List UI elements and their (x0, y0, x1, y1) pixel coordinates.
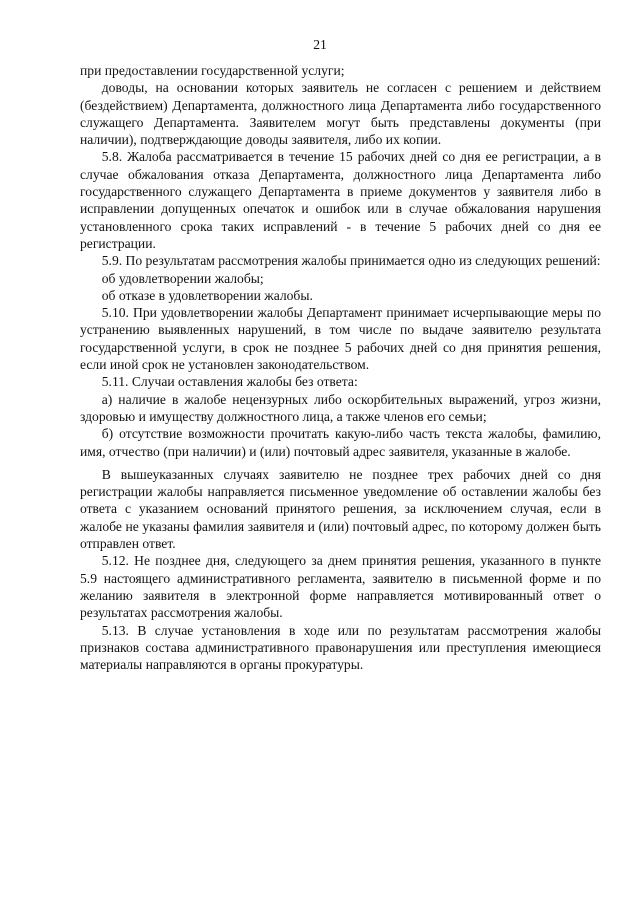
paragraph-5-8: 5.8. Жалоба рассматривается в течение 15 рабочих дней со дня ее регистрации, а в случае обжалования отказа Департамента, должностного лица Департамента либо государственного служащего Департамента в приеме документов у заявителя либо в исправлении допущенных опечаток и ошибок или в случае обжалования нарушения установленного срока таких исправлений - в течение 5 рабочих дней со дня ее регистрации. (80, 149, 601, 251)
paragraph-continuation: при предоставлении государственной услуги; (80, 63, 345, 78)
paragraph-5-11-b: б) отсутствие возможности прочитать какую-либо часть текста жалобы, фамилию, имя, отчество (при наличии) и (или) почтовый адрес заявителя, указанные в жалобе. (80, 426, 601, 459)
paragraph-5-11-a: а) наличие в жалобе нецензурных либо оскорбительных выражений, угроз жизни, здоровью и имуществу должностного лица, а также членов его семьи; (80, 391, 601, 424)
paragraph-satisfy: об удовлетворении жалобы; (101, 270, 264, 286)
paragraph-5-12: 5.12. Не позднее дня, следующего за днем принятия решения, указанного в пункте 5.9 настоящего административного регламента, заявителю в письменной форме и по желанию заявителя в электронной форме направляется мотивированный ответ о результатах рассмотрения жалобы. (80, 553, 601, 621)
document-body (80, 62, 601, 673)
paragraph-5-13: 5.13. В случае установления в ходе или по результатам рассмотрения жалобы признаков состава административного правонарушения или преступления имеющиеся материалы направляются в органы прокуратуры. (80, 622, 601, 673)
page-number: 21 (313, 37, 327, 52)
paragraph-notification: В вышеуказанных случаях заявителю не позднее трех рабочих дней со дня регистрации жалобы направляется письменное уведомление об оставлении жалобы без ответа с указанием оснований принятого решения, за исключением случая, если в жалобе не указаны фамилия заявителя и (или) почтовый адрес, по которому должен быть отправлен ответ. (80, 466, 601, 552)
paragraph-5-9: 5.9. По результатам рассмотрения жалобы принимается одно из следующих решений: (101, 253, 601, 269)
paragraph-arguments: доводы, на основании которых заявитель не согласен с решением и действием (бездействием) Департамента, должностного лица Департамента либо государственного служащего Департамента. Заявителем могут быть представлены документы (при наличии), подтверждающие доводы заявителя, либо их копии. (80, 80, 601, 148)
paragraph-5-11: 5.11. Случаи оставления жалобы без ответа: (101, 374, 358, 390)
paragraph-refuse: об отказе в удовлетворении жалобы. (101, 287, 313, 303)
paragraph-5-10: 5.10. При удовлетворении жалобы Департамент принимает исчерпывающие меры по устранению выявленных нарушений, в том числе по выдаче заявителю результата государственной услуги, в срок не позднее 5 рабочих дней со дня принятия решения, если иной срок не установлен законодательством. (80, 305, 601, 373)
